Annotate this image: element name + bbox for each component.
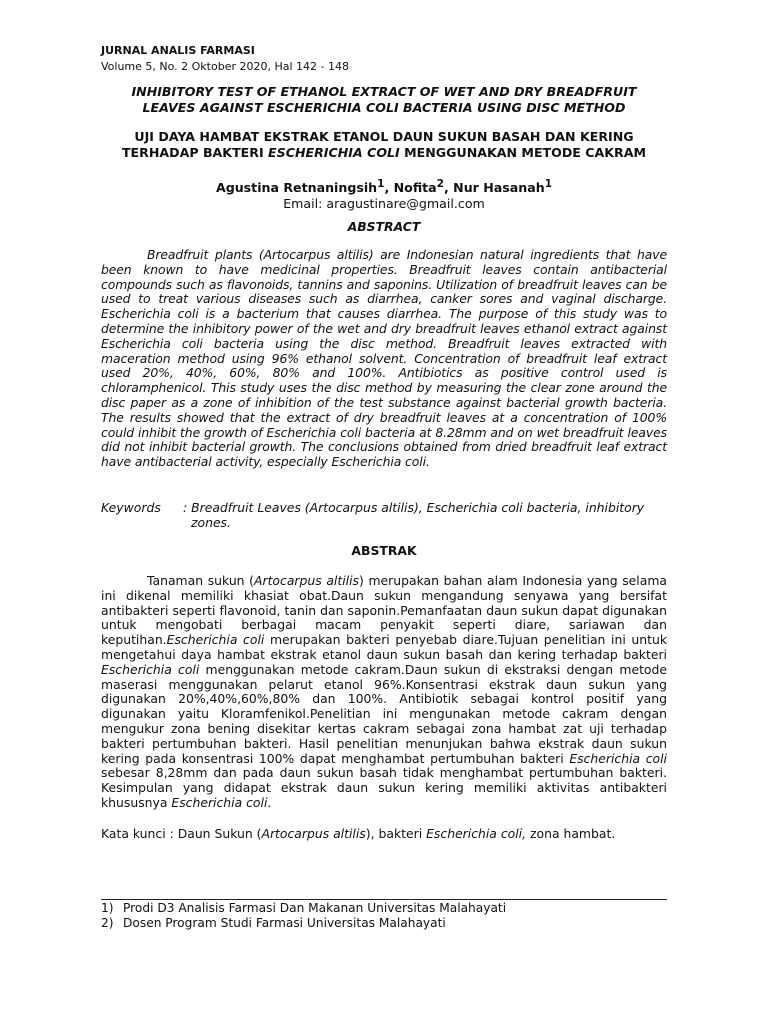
author-1: Agustina Retnaningsih — [215, 180, 378, 196]
journal-header — [101, 43, 349, 75]
footnote-1 — [101, 901, 506, 917]
title-english-line1: INHIBITORY TEST OF ETHANOL EXTRACT OF WET AND DRY BREADFRUIT — [131, 84, 637, 99]
title-id-post: MENGGUNAKAN METODE CAKRAM — [399, 145, 647, 160]
footnote-2-text: Dosen Program Studi Farmasi Universitas Malahayati — [123, 916, 446, 930]
abstrak-seg: merupakan bakteri penyebab diare.Tujuan penelitian ini untuk mengetahui daya hambat ekstrak etanol daun sukun basah dan kering terhadap bakteri — [101, 632, 667, 662]
journal-volume: Volume 5, No. 2 Oktober 2020, Hal 142 - 148 — [101, 60, 349, 73]
keywords-indonesian — [101, 826, 667, 841]
abstrak-italic: Escherichia coli — [569, 750, 667, 766]
abstrak-heading: ABSTRAK — [351, 543, 417, 558]
kata-kunci-seg: zona hambat. — [526, 826, 616, 841]
abstrak-italic: Escherichia coli — [101, 661, 200, 677]
author-block — [100, 176, 668, 212]
author-sep: , — [384, 180, 394, 196]
footnote-2 — [101, 916, 446, 932]
abstrak-text — [101, 574, 667, 811]
abstrak-italic: Escherichia coli — [171, 794, 268, 810]
journal-name: JURNAL ANALIS FARMASI — [101, 44, 255, 57]
keywords-label: Keywords — [101, 500, 161, 515]
author-1-affil: 1 — [377, 178, 385, 190]
author-3-affil: 1 — [544, 178, 553, 190]
abstract-heading: ABSTRACT — [347, 219, 421, 234]
title-id-italic: ESCHERICHIA COLI — [268, 145, 400, 160]
author-names — [100, 176, 668, 196]
kata-kunci-seg: ), bakteri — [365, 826, 427, 841]
abstrak-seg: . — [267, 794, 272, 810]
author-sep: , — [443, 180, 454, 196]
footnote-1-num: 1) — [101, 901, 114, 915]
abstrak-seg: sebesar 8,28mm dan pada daun sukun basah tidak menghambat pertumbuhan bakteri. Kesimpulan yang didapat ekstrak daun sukun kering memiliki aktivitas antibakteri khususnya — [101, 765, 667, 810]
title-indonesian-line1: UJI DAYA HAMBAT EKSTRAK ETANOL DAUN SUKUN BASAH DAN KERING — [134, 129, 634, 144]
abstrak-seg: ) merupakan bahan alam Indonesia yang selama ini dikenal memiliki khasiat obat.Daun sukun mengandung senyawa yang bersifat antibakteri seperti flavonoid, tanin dan saponin.Pemanfaatan daun sukun dapat digunakan untuk mengobati berbagai macam penyakit seperti diare, sariawan dan keputihan. — [101, 573, 667, 648]
author-3: Nur Hasanah — [453, 180, 545, 196]
title-english — [100, 84, 668, 116]
abstract-body: Breadfruit plants (Artocarpus altilis) are Indonesian natural ingredients that have been known to have medicinal properties. Breadfruit leaves contain antibacterial compounds such as flavonoids, tannins and saponins. Utilization of breadfruit leaves can be used to treat various diseases such as diarrhea, canker sores and vaginal discharge. Escherichia coli is a bacterium that causes diarrhea. The purpose of this study was to determine the inhibitory power of the wet and dry breadfruit leaves ethanol extract against Escherichia coli bacteria using the disc method. Breadfruit leaves extracted with maceration method using 96% ethanol solvent. Concentration of breadfruit leaf extract used 20%, 40%, 60%, 80% and 100%. Antibiotics as positive control used is chloramphenicol. This study uses the disc method by measuring the clear zone around the disc paper as a zone of inhibition of the test substance against bacterial growth bacteria. The results showed that the extract of dry breadfruit leaves at a concentration of 100% could inhibit the growth of Escherichia coli bacteria at 8.28mm and on wet breadfruit leaves did not inhibit bacterial growth. The conclusions obtained from dried breadfruit leaf extract have antibacterial activity, especially Escherichia coli. — [101, 247, 667, 470]
title-indonesian — [100, 129, 668, 161]
abstrak-seg: menggunakan metode cakram.Daun sukun di ekstraksi dengan metode maserasi menggunakan pelarut etanol 96%.Konsentrasi ekstrak daun sukun yang digunakan 20%,40%,60%,80% dan 100%. Antibiotik sebagai kontrol positif yang digunakan yaitu Kloramfenikol.Penelitian ini mengunakan metode cakram dengan mengukur zona bening disekitar kertas cakram sebagai zona hambat zat uji terhadap bakteri pertumbuhan bakteri. Hasil penelitian menunjukan bahwa ekstrak daun sukun kering pada konsentrasi 100% dapat menghambat pertumbuhan bakteri — [101, 661, 667, 766]
kata-kunci-italic: Artocarpus altilis — [261, 826, 366, 841]
kata-kunci-italic: Escherichia coli, — [426, 826, 527, 841]
footnote-divider — [101, 899, 667, 900]
footnote-2-num: 2) — [101, 916, 114, 930]
abstrak-italic: Escherichia coli — [166, 632, 265, 648]
keywords-text: : Breadfruit Leaves (Artocarpus altilis), Escherichia coli bacteria, inhibitory zones. — [183, 500, 645, 530]
title-english-line2: LEAVES AGAINST ESCHERICHIA COLI BACTERIA USING DISC METHOD — [142, 100, 626, 115]
abstract-text — [101, 248, 667, 470]
abstrak-italic: Artocarpus altilis — [254, 573, 360, 588]
author-email[interactable]: Email: aragustinare@gmail.com — [283, 196, 485, 212]
footnote-1-text: Prodi D3 Analisis Farmasi Dan Makanan Universitas Malahayati — [123, 901, 507, 915]
title-id-pre: TERHADAP BAKTERI — [121, 145, 269, 160]
keywords-english — [101, 500, 667, 530]
kata-kunci-seg: Kata kunci : Daun Sukun ( — [101, 826, 262, 841]
abstrak-seg: Tanaman sukun ( — [147, 573, 254, 588]
author-2-affil: 2 — [436, 178, 444, 190]
author-2: Nofita — [393, 180, 437, 196]
title-indonesian-line2 — [100, 145, 668, 161]
